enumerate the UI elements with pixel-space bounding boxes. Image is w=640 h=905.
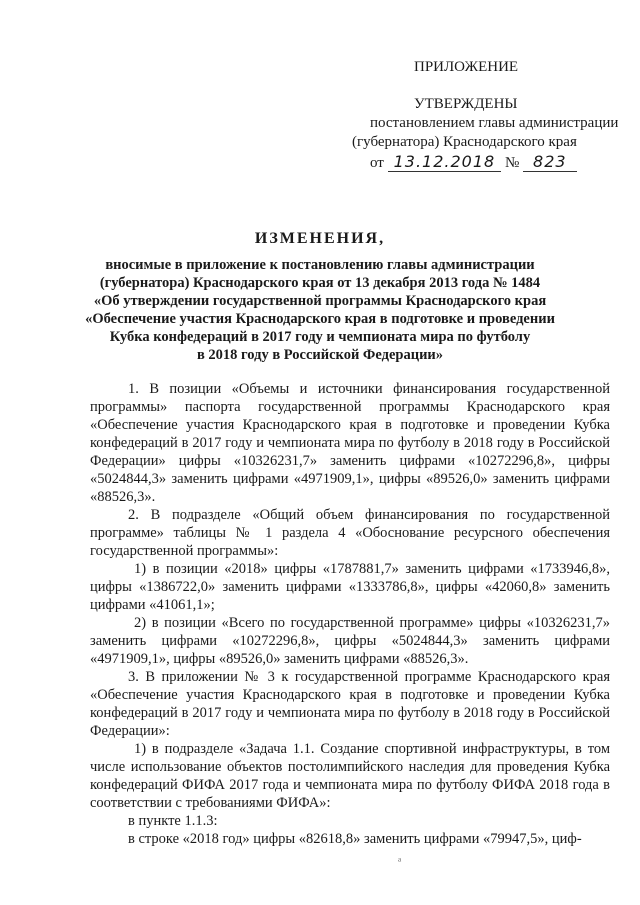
approved-label: УТВЕРЖДЕНЫ — [414, 96, 518, 112]
paragraph-3-item-1: 1) в подразделе «Задача 1.1. Создание спортивной инфраструктуры, в том числе использование объектов постолимпийского наследия для проведения Кубка конфедераций ФИФА 2017 года и чемпионата мира по футболу ФИФА 2018 года в соответствии с требованиями ФИФА»: — [90, 741, 610, 811]
paragraph-3-item-1-point: в пункте 1.1.3: — [128, 813, 218, 829]
approved-by-line-2: (губернатора) Краснодарского края — [352, 134, 577, 150]
paragraph-1: 1. В позиции «Объемы и источники финансирования государственной программы» паспорта государственной программы Краснодарского края «Обеспечение участия Краснодарского края в подготовке и проведении Кубка конфедераций в 2017 году и чемпионата мира по футболу в 2018 году в Российской Федерации» цифры «10326231,7» заменить цифрами «10272296,8», цифры «5024844,3» заменить цифрами «4971909,1», цифры «89526,0» заменить цифрами «88526,3». — [90, 381, 610, 505]
title-line-2: (губернатора) Краснодарского края от 13 декабря 2013 года № 1484 — [99, 275, 541, 291]
document-title — [0, 230, 640, 364]
number-prefix: № — [504, 155, 520, 171]
title-line-1: вносимые в приложение к постановлению главы администрации — [105, 257, 535, 273]
date-number-line — [346, 152, 616, 173]
appendix-label: ПРИЛОЖЕНИЕ — [414, 59, 519, 75]
document-body — [90, 380, 610, 848]
title-line-6: в 2018 году в Российской Федерации» — [196, 347, 444, 363]
date-value: 13.12.2018 — [388, 152, 502, 172]
title-line-3: «Об утверждении государственной программы Краснодарского края — [93, 293, 547, 309]
paragraph-3-item-1-row: в строке «2018 год» цифры «82618,8» заменить цифрами «79947,5», циф- — [128, 831, 582, 847]
number-value: 823 — [523, 152, 577, 172]
title-line-5: Кубка конфедераций в 2017 году и чемпионата мира по футболу — [109, 329, 531, 345]
title-line-4: «Обеспечение участия Краснодарского края в подготовке и проведении — [85, 311, 555, 327]
approved-by-line-1: постановлением главы администрации — [370, 115, 619, 131]
page-mark: ᵃ — [398, 854, 402, 868]
date-prefix: от — [370, 155, 384, 171]
paragraph-2-item-1: 1) в позиции «2018» цифры «1787881,7» заменить цифрами «1733946,8», цифры «1386722,0» заменить цифрами «1333786,8», цифры «42060,8» заменить цифрами «41061,1»; — [90, 561, 610, 613]
paragraph-2-item-2: 2) в позиции «Всего по государственной программе» цифры «10326231,7» заменить цифрами «10272296,8», цифры «5024844,3» заменить цифрами «4971909,1», цифры «89526,0» заменить цифрами «88526,3». — [90, 615, 610, 667]
approval-block — [346, 58, 619, 173]
paragraph-2: 2. В подразделе «Общий объем финансирования по государственной программе» таблицы № 1 раздела 4 «Обоснование ресурсного обеспечения государственной программы»: — [90, 507, 610, 559]
paragraph-3: 3. В приложении № 3 к государственной программе Краснодарского края «Обеспечение участия Краснодарского края в подготовке и проведении Кубка конфедераций в 2017 году и чемпионата мира по футболу в 2018 году в Российской Федерации»: — [90, 669, 610, 739]
title-main: ИЗМЕНЕНИЯ, — [254, 230, 386, 247]
